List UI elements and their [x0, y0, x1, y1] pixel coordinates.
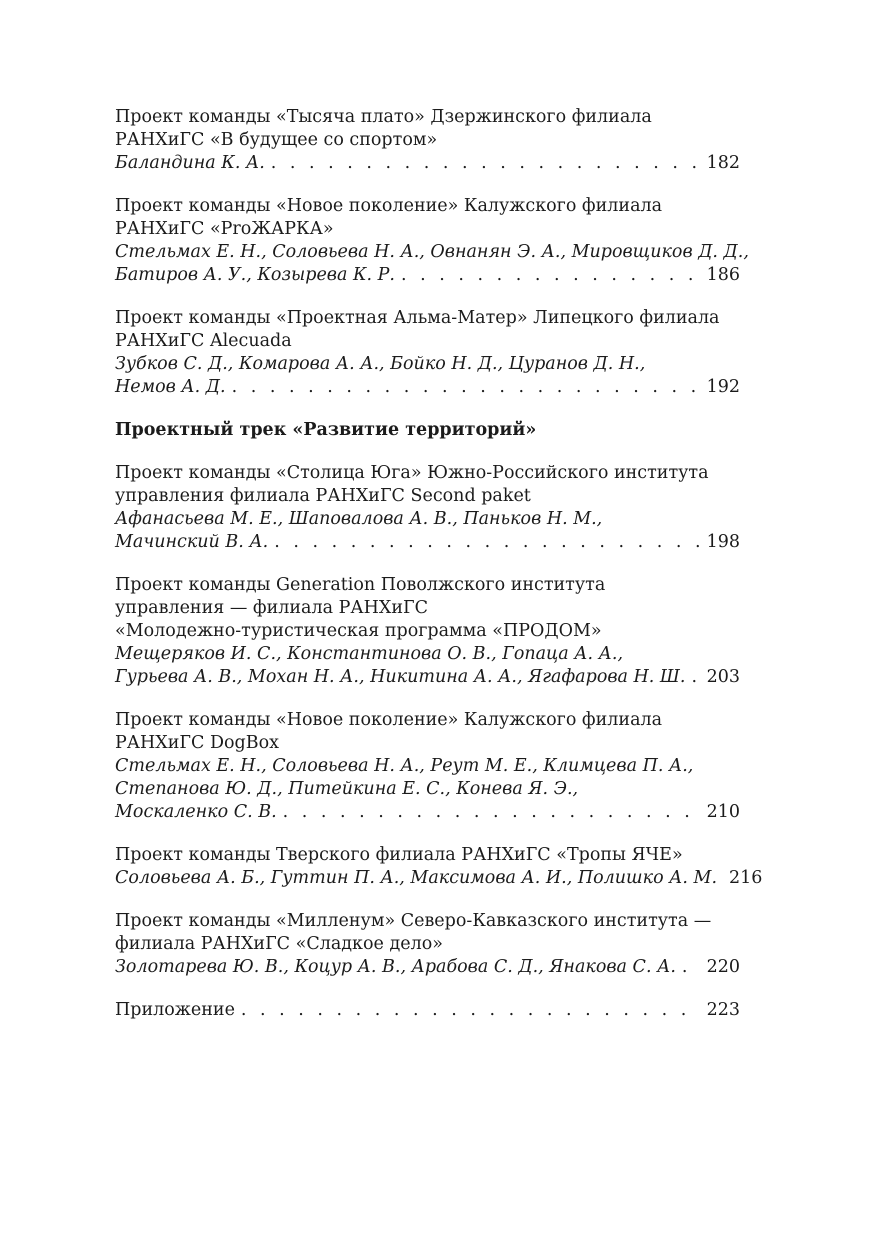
entry-title-line: РАНХиГС Alecuada: [115, 331, 292, 351]
entry-authors: Афанасьева М. Е., Шаповалова А. В., Паньков Н. М.,: [115, 509, 603, 529]
dot-leader: [682, 956, 701, 979]
table-of-contents: [115, 106, 763, 1042]
entry-authors: Мачинский В. А.: [115, 532, 269, 552]
dot-leader: [283, 801, 701, 824]
entry-authors-line: [115, 264, 740, 287]
entry-title-line: Проект команды «Тысяча плато» Дзержинского филиала: [115, 107, 652, 127]
entry-authors: Гурьева А. В., Мохан Н. А., Никитина А. А., Ягафарова Н. Ш.: [115, 667, 686, 687]
entry-authors-line: [115, 531, 740, 554]
toc-entry: [115, 195, 749, 287]
entry-authors: Стельмах Е. Н., Соловьева Н. А., Реут М. Е., Климцева П. А.,: [115, 756, 694, 776]
entry-title-line: Проект команды «Новое поколение» Калужского филиала: [115, 710, 663, 730]
entry-authors: Зубков С. Д., Комарова А. А., Бойко Н. Д., Цуранов Д. Н.,: [115, 354, 646, 374]
toc-entry: [115, 844, 763, 890]
dot-leader: [401, 264, 701, 287]
page-number: 203: [706, 667, 740, 687]
entry-authors-line: [115, 867, 763, 890]
entry-title-line: филиала РАНХиГС «Сладкое дело»: [115, 934, 443, 954]
appendix-line: [115, 999, 740, 1022]
entry-title-line: Проект команды «Столица Юга» Южно-Российского института: [115, 463, 709, 483]
page-number: 198: [706, 532, 740, 552]
entry-authors: Москаленко С. В.: [115, 802, 277, 822]
entry-authors-line: [115, 666, 740, 689]
entry-title-line: управления филиала РАНХиГС Second paket: [115, 486, 531, 506]
section-heading: Проектный трек «Развитие территорий»: [115, 420, 537, 440]
page-number: 186: [706, 265, 740, 285]
toc-entry: [115, 106, 740, 175]
appendix-label: Приложение: [115, 1000, 235, 1020]
page-number: 182: [706, 153, 740, 173]
entry-authors-line: [115, 956, 740, 979]
dot-leader: [232, 376, 701, 399]
page-number: 216: [729, 868, 763, 888]
entry-authors: Баландина К. А.: [115, 153, 265, 173]
entry-authors: Мещеряков И. С., Константинова О. В., Гопаца А. А.,: [115, 644, 624, 664]
entry-title-line: Проект команды Тверского филиала РАНХиГС «Тропы ЯЧЕ»: [115, 845, 683, 865]
entry-authors: Золотарева Ю. В., Коцур А. В., Арабова С. Д., Янакова С. А.: [115, 957, 676, 977]
toc-entry: [115, 574, 740, 689]
entry-authors: Стельмах Е. Н., Соловьева Н. А., Овнанян Э. А., Мировщиков Д. Д.,: [115, 242, 749, 262]
entry-title-line: Проект команды «Милленум» Северо-Кавказского института —: [115, 911, 712, 931]
entry-authors-line: [115, 376, 740, 399]
dot-leader: [691, 666, 700, 689]
dot-leader: [274, 531, 700, 554]
entry-title-line: РАНХиГС «ProЖАРКА»: [115, 219, 334, 239]
entry-title-line: Проект команды Generation Поволжского института: [115, 575, 606, 595]
entry-title-line: РАНХиГС «В будущее со спортом»: [115, 130, 438, 150]
page-number: 192: [706, 377, 740, 397]
toc-entry-appendix: [115, 999, 740, 1022]
entry-authors-line: [115, 152, 740, 175]
page-number: 210: [706, 802, 740, 822]
toc-entry: [115, 709, 740, 824]
entry-authors: Немов А. Д.: [115, 377, 226, 397]
entry-authors: Батиров А. У., Козырева К. Р.: [115, 265, 395, 285]
dot-leader: [271, 152, 701, 175]
toc-entry: [115, 462, 740, 554]
entry-title-line: Проект команды «Новое поколение» Калужского филиала: [115, 196, 663, 216]
page-number: 223: [706, 1000, 740, 1020]
dot-leader: [241, 999, 701, 1022]
entry-authors-line: [115, 801, 740, 824]
entry-title-line: Проект команды «Проектная Альма-Матер» Липецкого филиала: [115, 308, 720, 328]
entry-title-line: «Молодежно-туристическая программа «ПРОДОМ»: [115, 621, 602, 641]
entry-authors: Соловьева А. Б., Гуттин П. А., Максимова А. И., Полишко А. М.: [115, 868, 718, 888]
page-number: 220: [706, 957, 740, 977]
toc-entry: [115, 307, 740, 399]
entry-title-line: РАНХиГС DogBox: [115, 733, 279, 753]
entry-authors: Степанова Ю. Д., Питейкина Е. С., Конева Я. Э.,: [115, 779, 579, 799]
toc-entry: [115, 910, 740, 979]
entry-title-line: управления — филиала РАНХиГС: [115, 598, 428, 618]
